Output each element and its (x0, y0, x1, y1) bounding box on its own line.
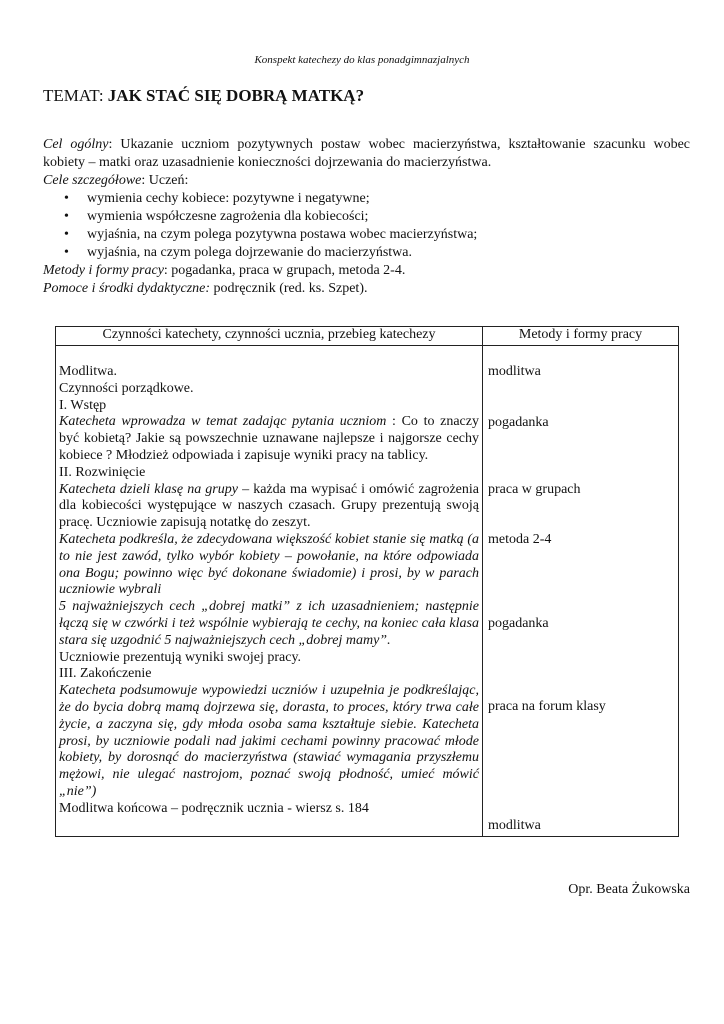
column-header-activities: Czynności katechety, czynności ucznia, przebieg katechezy (56, 327, 483, 346)
lesson-plan-table (55, 326, 679, 837)
method-label: modlitwa (488, 364, 541, 379)
list-item: • wymienia współczesne zagrożenia dla kobiecości; (87, 208, 690, 226)
step-prayer: Modlitwa. (59, 364, 117, 379)
method-label: praca w grupach (488, 482, 581, 497)
step-orderly: Czynności porządkowe. (59, 380, 194, 396)
table-row (56, 346, 679, 837)
specific-goals-label: Cele szczegółowe (43, 173, 142, 188)
method-label: pogadanka (488, 616, 549, 631)
lesson-title (43, 86, 364, 106)
aids-label: Pomoce i środki dydaktyczne: (43, 281, 211, 296)
lesson-intro (43, 136, 690, 298)
general-goal-text: : Ukazanie uczniom pozytywnych postaw wobec macierzyństwa, kształtowanie szacunku wobec kobiety – matki oraz uzasadnienie konieczności dojrzewania do macierzyństwa. (43, 137, 691, 170)
development-paragraph (59, 482, 479, 532)
development-paragraph-2 (59, 532, 479, 650)
methods-label: Metody i formy pracy (43, 263, 164, 278)
objectives-list (43, 190, 690, 262)
section-ending-heading: III. Zakończenie (59, 666, 152, 682)
title-topic: JAK STAĆ SIĘ DOBRĄ MATKĄ? (107, 86, 365, 105)
column-header-methods: Metody i formy pracy (483, 327, 679, 346)
methods-cell (483, 346, 679, 837)
development2-italic: Katecheta podkreśla, że zdecydowana większość kobiet stanie się matką (a to nie jest zawód, tylko wybór kobiety – powołanie, na które odpowiada ona Bogu; powinno więc być dokonane świadomie) i prosi, by w parach uczniowie wybrali (59, 531, 479, 598)
list-item: • wyjaśnia, na czym polega dojrzewanie do macierzyństwa. (87, 244, 690, 262)
development2-italic-2: następnie łączą się w czwórki i też wspólnie wybierają te cechy, na koniec cała klasa stara się uzgodnić 5 najważniejszych cech „dobrej mamy”. (59, 599, 479, 648)
list-item: • wymienia cechy kobiece: pozytywne i negatywne; (87, 190, 690, 208)
introduction-paragraph (59, 414, 479, 464)
development2-text: 5 najważniejszych cech „dobrej matki” z ich uzasadnieniem; (59, 599, 420, 615)
list-item: • wyjaśnia, na czym polega pozytywna postawa wobec macierzyństwa; (87, 226, 690, 244)
method-label: pogadanka (488, 415, 549, 430)
ending-paragraph: Katecheta podsumowuje wypowiedzi uczniów i uzupełnia je podkreślając, że do bycia dobrą mamą dojrzewa się, dorasta, to proces, który trwa całe życie, a zaczyna się, gdy młoda osoba sama kształtuje siebie. Katecheta prosi, by uczniowie podali nad jakimi cechami powinny pracować młode kobiety, by dorosnąć do macierzyństwa (stawiać wymagania przyszłemu mężowi, nie ulegać nastrojom, poznać swoją płodność, umieć mówić „nie”) (59, 683, 479, 799)
title-label: TEMAT: (43, 86, 108, 105)
table-header-row (56, 327, 679, 346)
method-label: praca na forum klasy (488, 699, 606, 714)
page-header: Konspekt katechezy do klas ponadgimnazjalnych (254, 54, 470, 66)
section-introduction-heading: I. Wstęp (59, 397, 107, 413)
author-signature: Opr. Beata Żukowska (568, 882, 690, 897)
aids-line (43, 280, 690, 298)
general-goal-label: Cel ogólny (43, 137, 109, 152)
section-development-heading: II. Rozwinięcie (59, 464, 146, 480)
method-label: metoda 2-4 (488, 532, 552, 547)
introduction-italic: Katecheta wprowadza w temat zadając pytania uczniom (59, 414, 387, 430)
methods-line (43, 262, 690, 280)
introduction-text: : Co to znaczy być kobietą? Jakie są powszechnie uznawane najlepsze i najgorsze cechy kobiece ? Młodzież odpowiada i zapisuje wyniki pracy na tablicy. (59, 414, 479, 463)
methods-text: : pogadanka, praca w grupach, metoda 2-4. (163, 263, 406, 278)
specific-goals-intro: : Uczeń: (141, 173, 189, 188)
final-prayer: Modlitwa końcowa – podręcznik ucznia - wiersz s. 184 (59, 800, 369, 816)
general-goal (43, 136, 690, 172)
specific-goals (43, 172, 690, 190)
development-presentation: Uczniowie prezentują wyniki swojej pracy. (59, 649, 302, 665)
method-label: modlitwa (488, 818, 541, 833)
aids-text: podręcznik (red. ks. Szpet). (210, 281, 368, 296)
development-italic: Katecheta dzieli klasę na grupy (59, 481, 238, 497)
activities-cell (56, 346, 483, 837)
development-text: – każda ma wypisać i omówić zagrożenia dla kobiecości występujące w naszych czasach. Grupy prezentują swoją pracę. Uczniowie zapisują notatkę do zeszyt. (59, 481, 479, 531)
